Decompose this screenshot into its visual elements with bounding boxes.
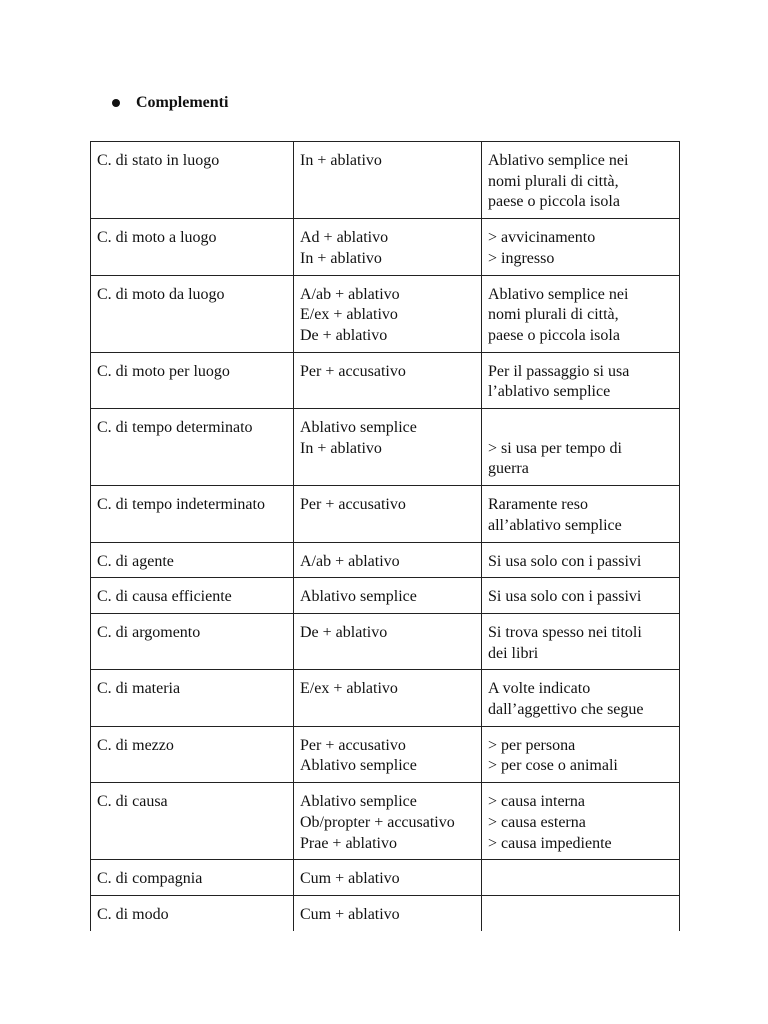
table-row [91, 275, 680, 352]
construction-cell: Cum + ablativo [294, 860, 482, 896]
section-heading [112, 93, 228, 113]
notes-cell: A volte indicato dall’aggettivo che segue [482, 670, 680, 726]
table-row [91, 860, 680, 896]
table-row [91, 486, 680, 542]
table-row [91, 783, 680, 860]
construction-cell: De + ablativo [294, 613, 482, 669]
table-row [91, 409, 680, 486]
complement-name-cell: C. di moto per luogo [91, 352, 294, 408]
notes-cell: Raramente reso all’ablativo semplice [482, 486, 680, 542]
complement-name-cell: C. di stato in luogo [91, 142, 294, 219]
construction-cell: In + ablativo [294, 142, 482, 219]
notes-cell: > causa interna > causa esterna > causa impediente [482, 783, 680, 860]
notes-cell [482, 895, 680, 930]
complement-name-cell: C. di causa efficiente [91, 578, 294, 614]
construction-cell: E/ex + ablativo [294, 670, 482, 726]
construction-cell: Per + accusativo [294, 486, 482, 542]
table-row [91, 352, 680, 408]
table-row [91, 895, 680, 930]
notes-cell: Si trova spesso nei titoli dei libri [482, 613, 680, 669]
complements-table [90, 141, 680, 931]
table-row [91, 613, 680, 669]
construction-cell: Ablativo semplice [294, 578, 482, 614]
complement-name-cell: C. di argomento [91, 613, 294, 669]
table-row [91, 726, 680, 782]
construction-cell: A/ab + ablativo [294, 542, 482, 578]
notes-cell: > per persona > per cose o animali [482, 726, 680, 782]
notes-cell: > avvicinamento > ingresso [482, 219, 680, 275]
construction-cell: Ablativo semplice Ob/propter + accusativo Prae + ablativo [294, 783, 482, 860]
complement-name-cell: C. di causa [91, 783, 294, 860]
table-row [91, 670, 680, 726]
complement-name-cell: C. di mezzo [91, 726, 294, 782]
notes-cell: Si usa solo con i passivi [482, 542, 680, 578]
complement-name-cell: C. di tempo indeterminato [91, 486, 294, 542]
table-row [91, 142, 680, 219]
table-row [91, 542, 680, 578]
table-row [91, 219, 680, 275]
construction-cell: Ad + ablativo In + ablativo [294, 219, 482, 275]
complement-name-cell: C. di moto da luogo [91, 275, 294, 352]
notes-cell [482, 860, 680, 896]
construction-cell: Ablativo semplice In + ablativo [294, 409, 482, 486]
bullet-icon [112, 99, 120, 107]
complement-name-cell: C. di modo [91, 895, 294, 930]
notes-cell: Ablativo semplice nei nomi plurali di città, paese o piccola isola [482, 275, 680, 352]
notes-cell: > si usa per tempo di guerra [482, 409, 680, 486]
notes-cell: Ablativo semplice nei nomi plurali di città, paese o piccola isola [482, 142, 680, 219]
section-heading-text: Complementi [136, 94, 229, 111]
notes-cell: Per il passaggio si usa l’ablativo semplice [482, 352, 680, 408]
complement-name-cell: C. di materia [91, 670, 294, 726]
complement-name-cell: C. di agente [91, 542, 294, 578]
notes-cell: Si usa solo con i passivi [482, 578, 680, 614]
construction-cell: Per + accusativo Ablativo semplice [294, 726, 482, 782]
complement-name-cell: C. di moto a luogo [91, 219, 294, 275]
complement-name-cell: C. di tempo determinato [91, 409, 294, 486]
complement-name-cell: C. di compagnia [91, 860, 294, 896]
construction-cell: Per + accusativo [294, 352, 482, 408]
construction-cell: A/ab + ablativo E/ex + ablativo De + ablativo [294, 275, 482, 352]
table-row [91, 578, 680, 614]
construction-cell: Cum + ablativo [294, 895, 482, 930]
